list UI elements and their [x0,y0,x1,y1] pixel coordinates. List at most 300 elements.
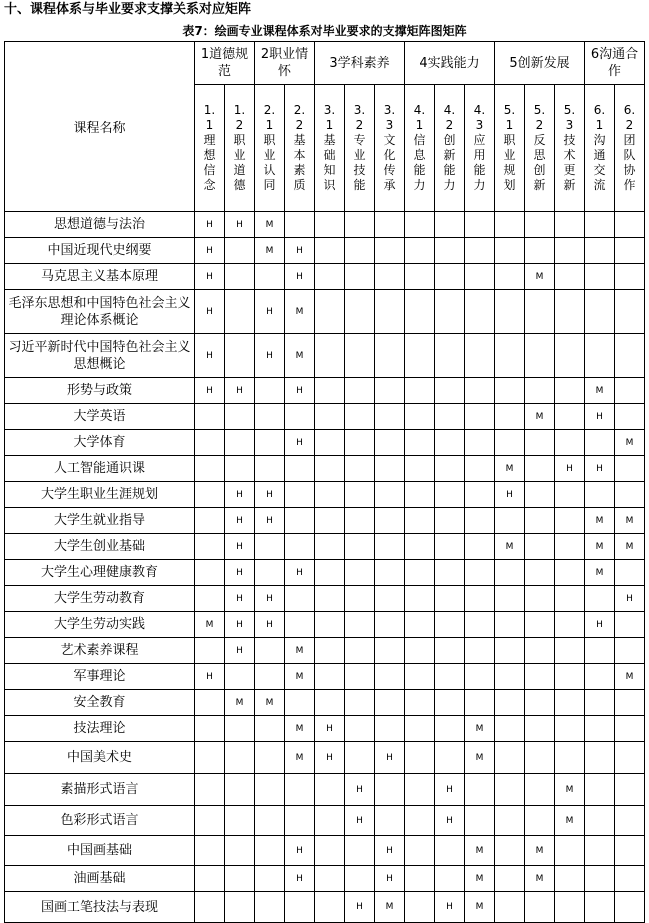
support-level-cell [465,560,495,586]
support-level-cell [465,482,495,508]
support-level-cell [585,742,615,774]
support-level-cell [465,238,495,264]
support-level-cell: H [375,866,405,892]
support-level-cell [555,892,585,923]
course-name-cell: 中国美术史 [5,742,195,774]
support-level-cell [435,508,465,534]
support-level-cell [555,866,585,892]
course-name-cell: 军事理论 [5,664,195,690]
support-level-cell [435,456,465,482]
course-name-cell: 中国画基础 [5,836,195,866]
support-level-cell [555,264,585,290]
support-level-cell: H [225,586,255,612]
support-level-cell [405,456,435,482]
support-level-cell: H [435,892,465,923]
support-level-cell: H [225,508,255,534]
table-row [5,212,645,238]
support-level-cell [225,334,255,378]
support-level-cell [465,212,495,238]
support-level-cell: M [285,742,315,774]
support-level-cell [225,892,255,923]
support-level-cell [195,866,225,892]
sub-requirement-header [315,85,345,212]
support-level-cell: H [225,482,255,508]
support-level-cell: H [285,560,315,586]
support-level-cell: M [525,404,555,430]
course-name-cell: 大学生劳动实践 [5,612,195,638]
table-row [5,612,645,638]
support-level-cell [555,638,585,664]
support-level-cell [255,638,285,664]
support-level-cell [465,456,495,482]
support-level-cell [345,456,375,482]
support-level-cell: M [555,806,585,836]
sub-requirement-label: 6.2团队协作 [623,103,636,192]
support-level-cell [375,638,405,664]
requirement-group-header: 2职业情怀 [255,42,315,85]
support-level-cell: M [495,456,525,482]
course-name-cell: 油画基础 [5,866,195,892]
course-name-cell: 马克思主义基本原理 [5,264,195,290]
support-level-cell [345,586,375,612]
support-level-cell [195,586,225,612]
support-level-cell [315,378,345,404]
support-level-cell [615,892,645,923]
support-level-cell: H [345,774,375,806]
support-level-cell [225,806,255,836]
support-level-cell [285,690,315,716]
support-level-cell [225,290,255,334]
support-level-cell [375,716,405,742]
support-level-cell [225,404,255,430]
support-level-cell: M [615,664,645,690]
support-level-cell [615,238,645,264]
table-row [5,586,645,612]
support-level-cell: M [495,534,525,560]
support-level-cell [405,334,435,378]
support-level-cell [285,534,315,560]
support-level-cell: M [615,508,645,534]
support-level-cell [405,290,435,334]
sub-requirement-label: 4.2创新能力 [443,103,456,192]
support-level-cell [585,238,615,264]
support-level-cell: M [525,264,555,290]
support-level-cell [405,806,435,836]
support-level-cell [405,264,435,290]
support-level-cell [255,560,285,586]
support-level-cell: H [585,612,615,638]
support-level-cell [405,612,435,638]
table-row [5,742,645,774]
support-level-cell [465,638,495,664]
support-level-cell [435,742,465,774]
support-level-cell [315,238,345,264]
support-level-cell [345,534,375,560]
support-level-cell [525,716,555,742]
support-level-cell [495,212,525,238]
support-level-cell [375,290,405,334]
support-level-cell [315,774,345,806]
support-level-cell: H [255,482,285,508]
sub-requirement-header [255,85,285,212]
support-level-cell [525,742,555,774]
requirement-group-header: 3学科素养 [315,42,405,85]
support-matrix-table [4,41,645,923]
support-level-cell [465,378,495,404]
support-level-cell [195,482,225,508]
sub-requirement-header [225,85,255,212]
support-level-cell [435,836,465,866]
support-level-cell [195,508,225,534]
sub-requirement-header [465,85,495,212]
sub-requirement-header [495,85,525,212]
support-level-cell [195,774,225,806]
support-level-cell [345,612,375,638]
support-level-cell [435,534,465,560]
support-level-cell [225,836,255,866]
support-level-cell [615,612,645,638]
support-level-cell: H [285,866,315,892]
course-name-cell: 大学生心理健康教育 [5,560,195,586]
support-level-cell [435,238,465,264]
support-level-cell [345,690,375,716]
support-level-cell [345,716,375,742]
support-level-cell [345,404,375,430]
support-level-cell [225,456,255,482]
support-level-cell: M [465,892,495,923]
support-level-cell [225,264,255,290]
support-level-cell [255,404,285,430]
support-level-cell [555,430,585,456]
support-level-cell [195,560,225,586]
sub-requirement-header [195,85,225,212]
sub-requirement-header [285,85,315,212]
support-level-cell [195,690,225,716]
support-level-cell: M [255,690,285,716]
support-level-cell: H [285,430,315,456]
support-level-cell [615,806,645,836]
table-row [5,866,645,892]
support-level-cell: H [225,534,255,560]
support-level-cell [345,508,375,534]
support-level-cell [495,586,525,612]
support-level-cell [495,716,525,742]
support-level-cell [255,866,285,892]
table-row [5,430,645,456]
support-level-cell [585,866,615,892]
support-level-cell [255,806,285,836]
support-level-cell [555,378,585,404]
support-level-cell [495,690,525,716]
sub-requirement-header [375,85,405,212]
support-level-cell: H [285,378,315,404]
support-level-cell: H [195,378,225,404]
support-level-cell [615,836,645,866]
support-level-cell [555,238,585,264]
support-level-cell [315,664,345,690]
support-level-cell [315,404,345,430]
support-level-cell [435,638,465,664]
support-level-cell [225,742,255,774]
support-level-cell [315,866,345,892]
support-level-cell [195,806,225,836]
support-level-cell: H [585,456,615,482]
support-level-cell [375,264,405,290]
support-level-cell: H [345,806,375,836]
sub-requirement-header [555,85,585,212]
support-level-cell [525,456,555,482]
support-level-cell [195,742,225,774]
support-level-cell: H [195,212,225,238]
support-level-cell [555,404,585,430]
support-level-cell [345,742,375,774]
support-level-cell [525,482,555,508]
course-name-cell: 素描形式语言 [5,774,195,806]
support-level-cell [435,866,465,892]
support-level-cell [405,212,435,238]
support-level-cell: H [315,742,345,774]
support-level-cell [345,560,375,586]
support-level-cell [435,482,465,508]
support-level-cell [285,404,315,430]
support-level-cell [405,378,435,404]
support-level-cell [435,586,465,612]
support-level-cell: H [255,334,285,378]
support-level-cell [285,774,315,806]
support-level-cell [615,290,645,334]
support-level-cell [465,586,495,612]
support-level-cell [255,378,285,404]
requirement-group-header: 4实践能力 [405,42,495,85]
sub-requirement-label: 3.1基础知识 [323,103,336,192]
support-level-cell [615,264,645,290]
support-level-cell [255,664,285,690]
support-level-cell [375,212,405,238]
support-level-cell: H [195,238,225,264]
support-level-cell [405,404,435,430]
support-level-cell: M [285,664,315,690]
support-level-cell [255,836,285,866]
support-level-cell [405,534,435,560]
support-level-cell [225,430,255,456]
support-level-cell [375,404,405,430]
support-level-cell [255,534,285,560]
support-level-cell: H [375,742,405,774]
support-level-cell [525,638,555,664]
support-level-cell [495,742,525,774]
support-level-cell [525,690,555,716]
support-level-cell: M [525,866,555,892]
support-level-cell [405,586,435,612]
support-level-cell [495,404,525,430]
support-level-cell [555,836,585,866]
support-level-cell [315,612,345,638]
table-row [5,690,645,716]
support-level-cell [345,212,375,238]
support-level-cell [315,430,345,456]
support-level-cell [585,482,615,508]
support-level-cell [525,334,555,378]
support-level-cell [615,866,645,892]
support-level-cell [495,430,525,456]
course-name-cell: 国画工笔技法与表现 [5,892,195,923]
section-heading: 十、课程体系与毕业要求支撑关系对应矩阵 [4,2,252,17]
support-level-cell [585,586,615,612]
support-level-cell: M [615,430,645,456]
sub-requirement-label: 3.2专业技能 [353,103,366,192]
support-level-cell [255,716,285,742]
support-level-cell [555,290,585,334]
support-level-cell [525,560,555,586]
support-level-cell: H [195,334,225,378]
support-level-cell [495,774,525,806]
sub-requirement-label: 5.1职业规划 [503,103,516,192]
support-level-cell [375,534,405,560]
support-level-cell [255,264,285,290]
support-level-cell [495,612,525,638]
support-level-cell [315,586,345,612]
support-level-cell: M [255,212,285,238]
support-level-cell [525,290,555,334]
support-level-cell [255,774,285,806]
course-name-cell: 习近平新时代中国特色社会主义思想概论 [5,334,195,378]
support-level-cell [405,664,435,690]
sub-requirement-label: 4.1信息能力 [413,103,426,192]
support-level-cell [345,664,375,690]
support-level-cell [615,404,645,430]
support-level-cell [555,560,585,586]
support-level-cell: H [495,482,525,508]
support-level-cell [375,456,405,482]
support-level-cell: H [225,612,255,638]
support-level-cell: M [375,892,405,923]
course-name-cell: 毛泽东思想和中国特色社会主义理论体系概论 [5,290,195,334]
course-name-cell: 中国近现代史纲要 [5,238,195,264]
support-level-cell [555,664,585,690]
support-level-cell [525,378,555,404]
support-level-cell: M [585,560,615,586]
support-level-cell [345,334,375,378]
support-level-cell [495,238,525,264]
support-level-cell [495,664,525,690]
support-level-cell [345,290,375,334]
table-row [5,238,645,264]
support-level-cell [435,690,465,716]
support-level-cell [345,836,375,866]
requirement-group-header: 1道德规范 [195,42,255,85]
requirement-group-header: 5创新发展 [495,42,585,85]
course-name-cell: 艺术素养课程 [5,638,195,664]
table-row [5,774,645,806]
support-level-cell: H [225,560,255,586]
support-level-cell [555,742,585,774]
support-level-cell: H [255,612,285,638]
support-level-cell [465,290,495,334]
support-level-cell [195,456,225,482]
support-level-cell [315,334,345,378]
support-level-cell [375,508,405,534]
support-level-cell [525,806,555,836]
support-level-cell [615,638,645,664]
course-name-cell: 色彩形式语言 [5,806,195,836]
support-level-cell [555,534,585,560]
support-level-cell: H [285,836,315,866]
support-level-cell [315,690,345,716]
support-level-cell [585,264,615,290]
table-row [5,716,645,742]
support-level-cell [555,508,585,534]
support-level-cell: H [195,264,225,290]
support-level-cell [465,664,495,690]
table-row [5,482,645,508]
support-level-cell [375,586,405,612]
support-level-cell [375,334,405,378]
support-level-cell [195,534,225,560]
support-level-cell [225,866,255,892]
support-level-cell: M [225,690,255,716]
table-row [5,404,645,430]
support-level-cell [405,716,435,742]
support-level-cell [315,534,345,560]
support-level-cell: M [465,866,495,892]
support-level-cell: H [225,638,255,664]
support-level-cell [195,638,225,664]
course-name-cell: 大学英语 [5,404,195,430]
support-level-cell [435,378,465,404]
course-name-cell: 思想道德与法治 [5,212,195,238]
support-level-cell [435,716,465,742]
course-name-cell: 大学生就业指导 [5,508,195,534]
support-level-cell [585,638,615,664]
support-level-cell [465,690,495,716]
support-level-cell [315,482,345,508]
support-level-cell [465,534,495,560]
support-level-cell [405,482,435,508]
support-level-cell [555,482,585,508]
support-level-cell [615,212,645,238]
sub-requirement-label: 4.3应用能力 [473,103,486,192]
course-name-cell: 大学生创业基础 [5,534,195,560]
support-level-cell [375,238,405,264]
support-level-cell [255,742,285,774]
sub-requirement-header [615,85,645,212]
support-level-cell [585,716,615,742]
support-level-cell [525,212,555,238]
support-level-cell [195,716,225,742]
support-level-cell [615,560,645,586]
support-level-cell [525,238,555,264]
sub-requirement-label: 5.2反思创新 [533,103,546,192]
table-row [5,664,645,690]
support-level-cell [285,212,315,238]
support-level-cell [225,716,255,742]
support-level-cell [285,482,315,508]
course-name-cell: 形势与政策 [5,378,195,404]
support-level-cell [315,212,345,238]
support-level-cell [435,404,465,430]
support-level-cell [345,264,375,290]
support-level-cell [345,378,375,404]
table-row [5,264,645,290]
support-level-cell: M [195,612,225,638]
support-level-cell [435,664,465,690]
support-level-cell [285,508,315,534]
support-level-cell [495,560,525,586]
support-level-cell [525,774,555,806]
support-level-cell [495,836,525,866]
support-level-cell [315,892,345,923]
support-level-cell [585,430,615,456]
